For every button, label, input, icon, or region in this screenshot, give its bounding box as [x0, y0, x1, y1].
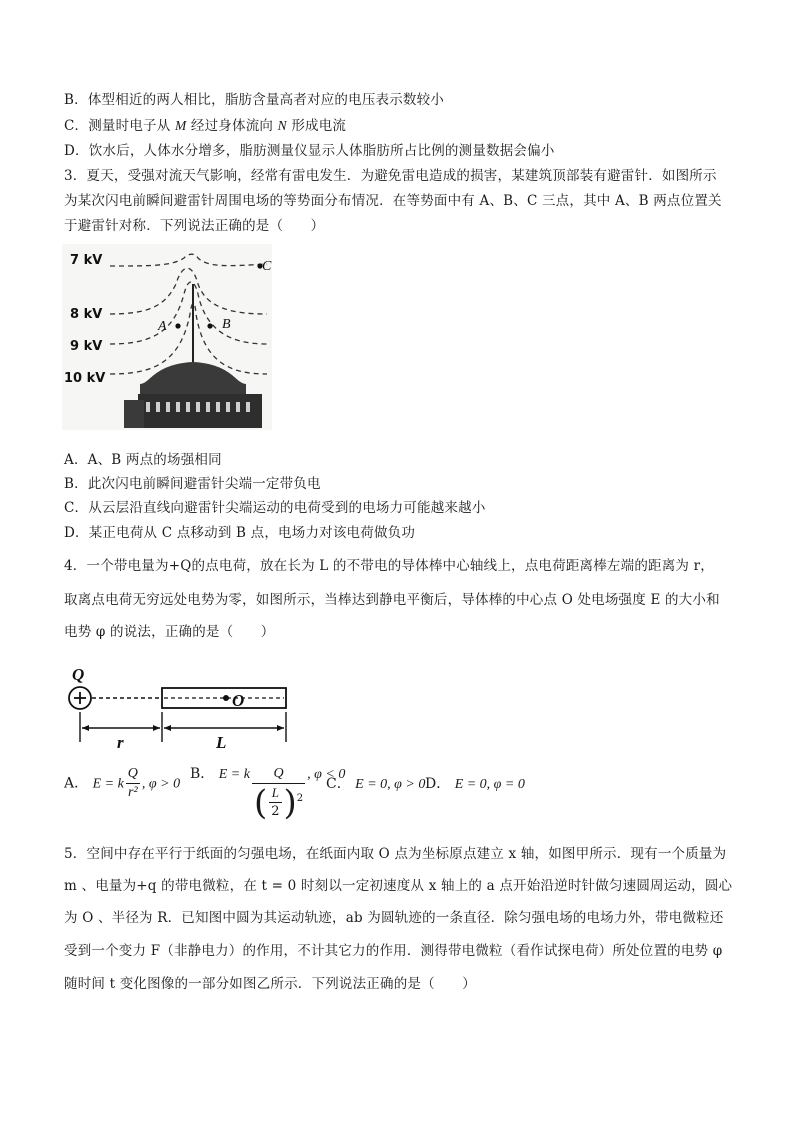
q5-stem-line3: 为 O 、半径为 R．已知图中圆为其运动轨迹，ab 为圆轨迹的一条直径．除匀强电场的电场力外，带电微粒还: [64, 910, 724, 926]
q4-option-b-expr: E = k: [218, 767, 250, 782]
q5-stem-line4: 受到一个变力 F（非静电力）的作用，不计其它力的作用．测得带电微粒（看作试探电荷）所处位置的电势 φ: [64, 943, 723, 959]
q2-option-c: [64, 116, 346, 136]
q3-level-7kv: 7 kV: [70, 253, 103, 268]
q4-option-a-label: A．: [64, 775, 89, 792]
q4-option-b-label: B．: [190, 766, 215, 782]
q2-option-c-mid: 经过身体流向: [190, 118, 274, 134]
q3-option-a: A．A、B 两点的场强相同: [64, 452, 222, 468]
q2-option-c-pre: C．测量时电子从: [64, 118, 171, 134]
q3-option-b: B．此次闪电前瞬间避雷针尖端一定带负电: [64, 476, 321, 492]
q4-option-a-fraction: [126, 765, 140, 802]
q5-stem-line5: 随时间 t 变化图像的一部分如图乙所示．下列说法正确的是（ ）: [64, 976, 476, 992]
q3-point-c-label: C: [262, 259, 272, 274]
q4-option-b-den: [252, 784, 305, 821]
q4-option-d-expr: E = 0, φ = 0: [454, 777, 525, 792]
q2-option-b: B．体型相近的两人相比，脂肪含量高者对应的电压表示数较小: [64, 92, 445, 108]
q4-stem-line2: 取离点电荷无穷远处电势为零，如图所示，当棒达到静电平衡后，导体棒的中心点 O 处电场强度 E 的大小和: [64, 592, 720, 608]
q3-level-8kv: 8 kV: [70, 307, 103, 322]
q3-stem-line3: 于避雷针对称．下列说法正确的是（ ）: [64, 218, 325, 234]
q3-level-9kv: 9 kV: [70, 339, 103, 354]
q4-center-label: O: [232, 691, 245, 710]
q2-option-c-m: M: [174, 118, 187, 133]
q4-option-c-label: C．: [326, 776, 351, 792]
q3-level-10kv: 10 kV: [64, 371, 106, 386]
q5-stem-line1: 5．空间中存在平行于纸面的匀强电场，在纸面内取 O 点为坐标原点建立 x 轴，如图甲所示．现有一个质量为: [64, 846, 727, 862]
q4-charge-label: Q: [72, 665, 85, 684]
q4-option-b-lparen: (: [253, 782, 268, 823]
q4-option-b-den-den: 2: [271, 804, 280, 819]
q2-option-c-n: N: [277, 118, 287, 133]
q3-option-c: C．从云层沿直线向避雷针尖端运动的电荷受到的电场力可能越来越小: [64, 500, 486, 516]
q3-stem-line2: 为某次闪电前瞬间避雷针周围电场的等势面分布情况．在等势面中有 A、B、C 三点，其中 A、B 两点位置关: [64, 193, 722, 209]
q3-option-d: D．某正电荷从 C 点移动到 B 点，电场力对该电荷做负功: [64, 525, 416, 541]
q4-option-b-cond: , φ < 0: [307, 767, 346, 782]
q4-option-a-num: Q: [126, 765, 140, 784]
q2-option-c-post: 形成电流: [291, 118, 347, 134]
q4-option-b-den-num: L: [269, 784, 281, 803]
q4-option-b-fraction: [252, 765, 305, 821]
q4-option-a-den: r²: [128, 785, 138, 800]
q4-option-b-square: 2: [296, 792, 304, 804]
q3-point-a-label: A: [158, 319, 167, 334]
q3-lightning-rod-figure: [62, 244, 272, 430]
q3-stem-line1: 3．夏天，受强对流天气影响，经常有雷电发生．为避免雷电造成的损害，某建筑顶部装有避雷针．如图所示: [64, 168, 717, 184]
q4-option-b: [190, 765, 345, 821]
q4-option-a-cond: , φ > 0: [141, 776, 181, 792]
q4-charge-rod-figure: [64, 662, 304, 754]
q4-l-label: L: [216, 733, 227, 752]
q4-option-c: [326, 775, 425, 794]
q4-option-b-rparen: ): [283, 782, 297, 823]
q2-option-d: D．饮水后，人体水分增多，脂肪测量仪显示人体脂肪所占比例的测量数据会偏小: [64, 143, 555, 159]
q3-point-b-label: B: [222, 317, 231, 332]
q4-option-a-expr: E = k: [92, 776, 124, 792]
q4-stem-line3: 电势 φ 的说法，正确的是（ ）: [64, 624, 275, 640]
q4-option-d: [425, 775, 525, 794]
q5-stem-line2: m 、电量为+q 的带电微粒，在 t = 0 时刻以一定初速度从 x 轴上的 a 点开始沿逆时针做匀速圆周运动，圆心: [64, 878, 733, 894]
q4-option-c-expr: E = 0, φ > 0: [355, 777, 426, 792]
q4-option-b-num: Q: [252, 765, 305, 784]
q4-option-d-label: D．: [425, 776, 451, 792]
q4-r-label: r: [117, 733, 124, 752]
q4-stem-line1: 4．一个带电量为+Q的点电荷，放在长为 L 的不带电的导体棒中心轴线上，点电荷距离棒左端的距离为 r，: [64, 558, 714, 574]
q4-option-a: [64, 765, 180, 802]
